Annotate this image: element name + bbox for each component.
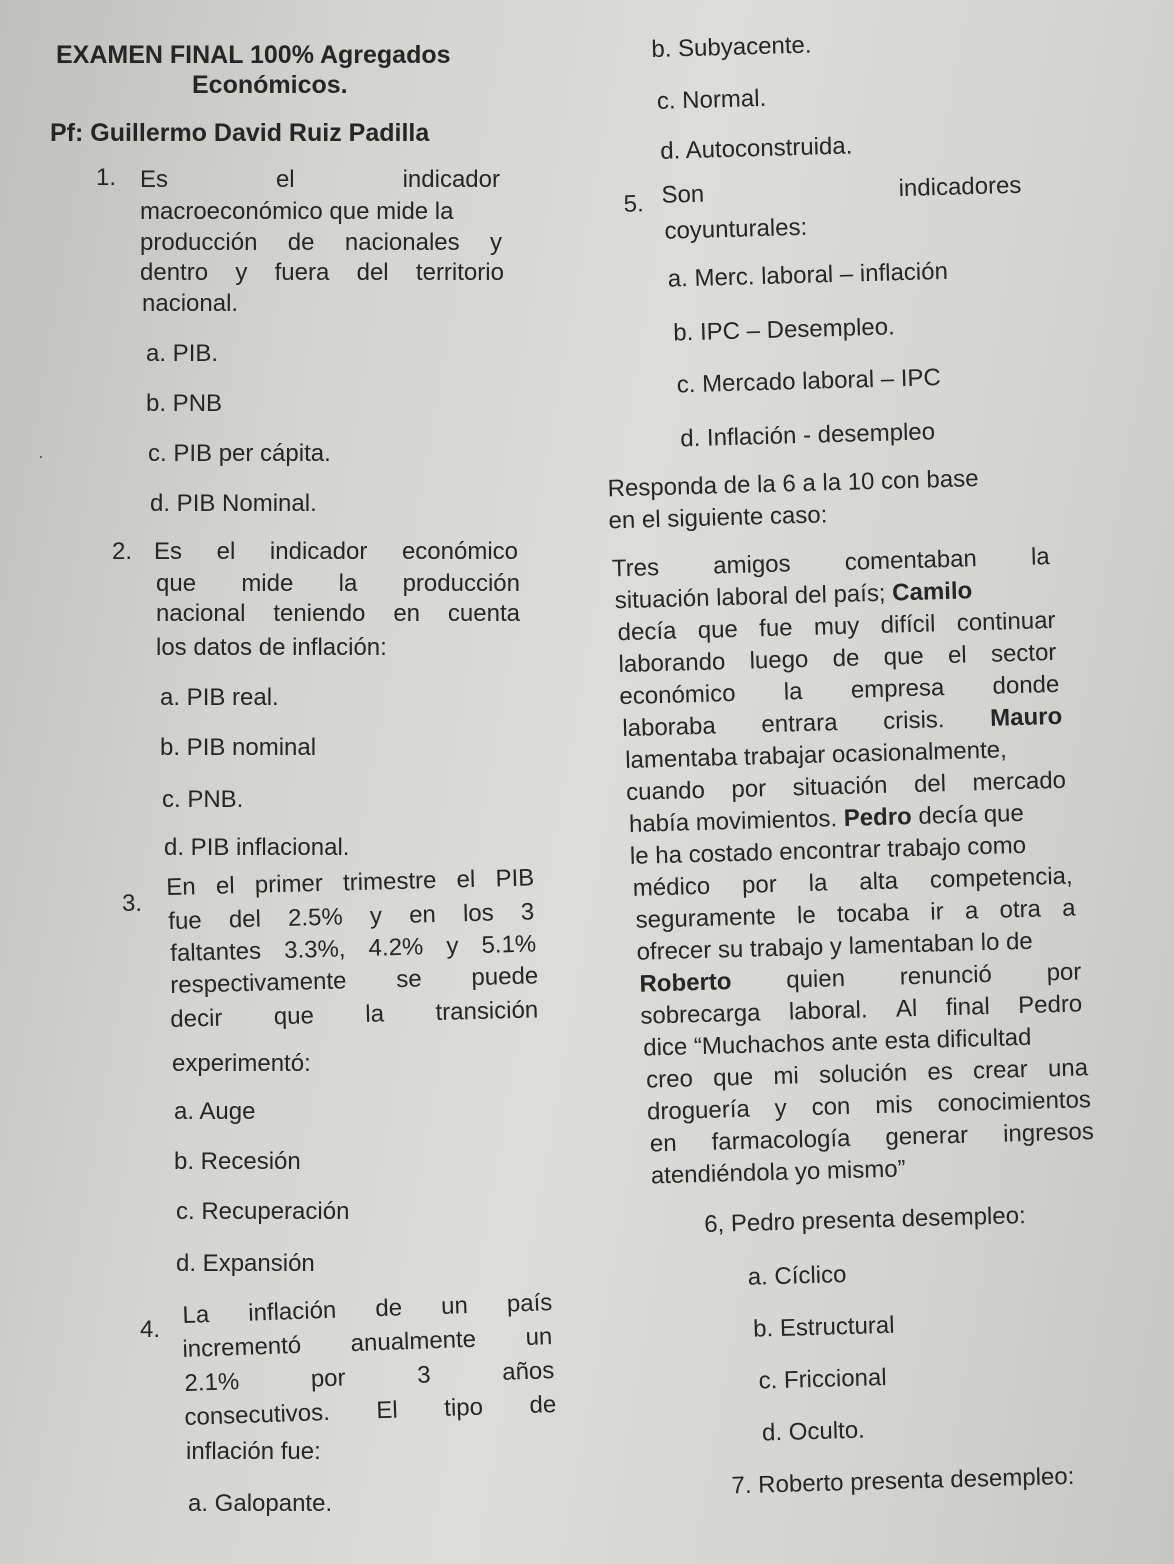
name-roberto: Roberto <box>639 968 732 998</box>
word: mercado <box>972 766 1067 797</box>
word: que <box>156 570 197 597</box>
stray-mark: · <box>38 446 44 466</box>
word: Es <box>154 538 183 565</box>
q1-option-b: b. PNB <box>146 390 223 417</box>
q3-stem-line6: experimentó: <box>172 1050 311 1077</box>
word: mis <box>874 1091 913 1120</box>
q2-option-b: b. PIB nominal <box>160 734 317 761</box>
word: fue <box>168 907 203 935</box>
case-line13: ofrecer su trabajo y lamentaban lo de <box>636 927 1034 966</box>
word: de <box>374 1294 403 1323</box>
word: trimestre <box>342 866 437 897</box>
word: los <box>462 899 495 928</box>
word: por <box>731 775 767 804</box>
word: un <box>525 1323 553 1352</box>
word: inflación <box>247 1296 337 1327</box>
word: en <box>408 900 437 929</box>
case-line10: le ha costado encontrar trabajo como <box>629 831 1027 870</box>
word: y <box>446 932 459 960</box>
word: que <box>712 1063 754 1092</box>
word: la <box>338 570 358 597</box>
word: respectivamente <box>170 967 347 999</box>
word: muy <box>813 612 860 641</box>
word: PIB <box>495 864 535 893</box>
word: transición <box>435 996 539 1027</box>
word: indicadores <box>898 171 1022 203</box>
word: seguramente <box>635 902 777 934</box>
text: situación laboral del país; <box>614 579 886 615</box>
word: 3 <box>416 1361 432 1389</box>
q3-stem-line5 <box>170 996 539 1034</box>
word: laboraba <box>621 712 717 743</box>
word: el <box>275 166 295 193</box>
word: 2.5% <box>287 903 344 932</box>
word: por <box>741 870 778 899</box>
word: el <box>947 641 968 669</box>
q5-option-b: b. IPC – Desempleo. <box>672 313 896 347</box>
word: Pedro <box>1017 990 1083 1020</box>
word: es <box>927 1058 954 1086</box>
word: generar <box>885 1121 969 1151</box>
word: mi <box>773 1062 800 1091</box>
word: Es <box>140 166 169 193</box>
word: que <box>697 615 739 644</box>
q3-option-a: a. Auge <box>174 1098 256 1125</box>
word: de <box>529 1391 557 1419</box>
q1-stem-line5: nacional. <box>142 290 239 317</box>
word: una <box>1047 1054 1089 1083</box>
q3-stem-line4 <box>170 962 539 1000</box>
q1-stem-line4 <box>140 259 504 288</box>
word: decía <box>617 617 677 647</box>
name-camilo: Camilo <box>891 577 973 607</box>
q2-option-d: d. PIB inflacional. <box>164 834 350 861</box>
word: final <box>945 992 991 1022</box>
word: dentro <box>140 259 209 286</box>
name-pedro: Pedro <box>843 803 913 832</box>
word: años <box>501 1357 555 1386</box>
q6-option-d: d. Oculto. <box>761 1416 866 1447</box>
instruction-line1: Responda de la 6 a la 10 con base <box>607 465 979 503</box>
word: renunció <box>899 960 993 991</box>
word: La <box>182 1301 210 1329</box>
word: el <box>215 872 235 900</box>
word: competencia, <box>929 862 1073 894</box>
q5-option-d: d. Inflación - desempleo <box>679 418 936 453</box>
word: laborando <box>618 648 726 679</box>
word: de <box>287 229 315 256</box>
word: fuera <box>274 259 330 286</box>
word: crear <box>972 1055 1029 1085</box>
word: ir <box>929 898 944 926</box>
word: puede <box>471 962 539 992</box>
word: difícil <box>880 610 936 639</box>
case-line7: lamentaba trabajar ocasionalmente, <box>624 736 1008 775</box>
word: En <box>166 873 197 901</box>
q3-stem-line1 <box>166 864 535 902</box>
word: situación <box>792 771 888 802</box>
name-mauro: Mauro <box>989 702 1063 732</box>
word: con <box>811 1092 851 1121</box>
word: otra <box>999 895 1042 924</box>
word: territorio <box>415 259 504 286</box>
word: y <box>369 902 383 930</box>
case-line16: dice “Muchachos ante esta dificultad <box>642 1023 1032 1062</box>
word: y <box>490 229 502 256</box>
word: la <box>808 869 828 897</box>
word: 3 <box>520 898 535 926</box>
word: farmacología <box>711 1124 851 1156</box>
text: había movimientos. <box>628 805 838 838</box>
word: sector <box>990 638 1057 668</box>
word: 2.1% <box>184 1368 240 1397</box>
word: sobrecarga <box>640 999 761 1030</box>
word: del <box>913 770 947 798</box>
word: creo <box>645 1065 694 1094</box>
q5-stem-line1 <box>661 172 1022 211</box>
word: del <box>228 905 262 934</box>
word: fue <box>758 614 793 643</box>
word: que <box>273 1002 315 1031</box>
q3-option-c: c. Recuperación <box>176 1198 350 1225</box>
word: continuar <box>956 606 1056 637</box>
q2-number: 2. <box>112 538 133 565</box>
word: tipo <box>443 1393 484 1422</box>
q1-stem-line2: macroeconómico que mide la <box>140 198 454 225</box>
q1-option-d: d. PIB Nominal. <box>150 490 317 517</box>
word: laboral. <box>788 996 868 1026</box>
word: Al <box>895 994 918 1023</box>
q5-number: 5. <box>623 190 645 218</box>
word: nacional <box>156 600 246 627</box>
word: droguería <box>646 1095 751 1126</box>
word: quien <box>785 964 846 994</box>
word: se <box>395 965 422 994</box>
q4-option-d: d. Autoconstruida. <box>659 132 853 165</box>
q2-stem-line1 <box>154 538 518 567</box>
case-line20: atendiéndola yo mismo” <box>650 1155 906 1190</box>
q1-option-c: c. PIB per cápita. <box>148 440 331 467</box>
word: empresa <box>850 674 945 704</box>
word: la <box>783 678 803 706</box>
q4-stem-line4 <box>184 1391 557 1433</box>
instruction-line2: en el siguiente caso: <box>608 501 828 535</box>
q6-stem: 6, Pedro presenta desempleo: <box>703 1202 1027 1239</box>
word: económico <box>619 679 736 711</box>
word: el <box>456 865 476 894</box>
word: cuenta <box>447 600 520 627</box>
word: producción <box>402 570 520 597</box>
word: a <box>1061 894 1076 922</box>
word: mide <box>241 570 294 597</box>
q1-stem-line3 <box>140 229 502 258</box>
q3-option-d: d. Expansión <box>176 1250 315 1277</box>
word: le <box>796 901 817 930</box>
q6-option-c: c. Friccional <box>758 1363 887 1395</box>
word: 5.1% <box>481 930 537 959</box>
word: Tres <box>611 554 660 583</box>
q2-stem-line2 <box>156 570 520 599</box>
word: teniendo <box>273 600 366 627</box>
q4-stem-line5: inflación fue: <box>186 1438 321 1465</box>
word: conocimientos <box>937 1086 1092 1118</box>
word: la <box>1030 543 1051 571</box>
word: país <box>506 1289 553 1318</box>
q2-stem-line3 <box>156 600 520 629</box>
q5-option-a: a. Merc. laboral – inflación <box>667 257 949 293</box>
word: el <box>216 538 236 565</box>
word: comentaban <box>844 545 978 576</box>
word: amigos <box>712 550 791 580</box>
word: tocaba <box>836 899 910 929</box>
q4-option-b: b. Subyacente. <box>651 31 812 64</box>
q4-number: 4. <box>140 1316 161 1343</box>
word: nacionales <box>344 229 460 256</box>
q5-stem-line2: coyunturales: <box>664 213 808 245</box>
word: económico <box>401 538 518 565</box>
q2-option-a: a. PIB real. <box>160 684 279 711</box>
exam-title-line1: EXAMEN FINAL 100% Agregados <box>56 41 451 69</box>
word: solución <box>818 1059 908 1089</box>
word: indicador <box>402 166 500 193</box>
word: la <box>365 1000 385 1028</box>
professor-name: Pf: Guillermo David Ruiz Padilla <box>50 119 430 147</box>
q2-stem-line4: los datos de inflación: <box>156 634 387 661</box>
word: Son <box>661 180 705 209</box>
q6-option-b: b. Estructural <box>752 1311 895 1343</box>
word: alta <box>858 867 899 896</box>
word: en <box>393 600 421 627</box>
word: 4.2% <box>368 933 424 962</box>
word: faltantes <box>170 937 262 967</box>
word: incrementó <box>182 1331 302 1363</box>
exam-title-line2: Económicos. <box>192 71 348 99</box>
word: consecutivos. <box>184 1398 331 1431</box>
word: en <box>649 1129 678 1158</box>
q1-option-a: a. PIB. <box>146 340 219 367</box>
word: y <box>235 259 248 286</box>
q1-number: 1. <box>96 164 117 191</box>
word: crisis. <box>882 706 945 735</box>
word: decir <box>170 1004 223 1033</box>
q2-option-c: c. PNB. <box>162 786 244 813</box>
word: indicador <box>269 538 368 565</box>
word: donde <box>992 670 1060 700</box>
word: luego <box>749 645 809 675</box>
word: un <box>440 1292 469 1320</box>
q1-stem-line1 <box>140 166 500 195</box>
case-line1 <box>612 543 1051 584</box>
word: de <box>832 644 860 673</box>
q6-option-a: a. Cíclico <box>747 1261 847 1291</box>
word: primer <box>254 869 324 899</box>
word: del <box>356 259 389 286</box>
word: entrara <box>761 709 838 739</box>
q4-option-c: c. Normal. <box>656 84 767 115</box>
q4-option-a: a. Galopante. <box>188 1490 333 1517</box>
word: y <box>774 1094 788 1122</box>
q7-stem: 7. Roberto presenta desempleo: <box>731 1462 1075 1500</box>
word: cuando <box>625 776 706 807</box>
word: anualmente <box>350 1325 477 1358</box>
word: El <box>375 1396 399 1425</box>
word: a <box>964 897 979 925</box>
word: producción <box>140 229 258 256</box>
text: decía que <box>918 799 1025 830</box>
q5-option-c: c. Mercado laboral – IPC <box>676 364 942 399</box>
q3-number: 3. <box>122 890 143 917</box>
word: médico <box>632 872 711 902</box>
word: ingresos <box>1002 1118 1095 1148</box>
q3-option-b: b. Recesión <box>174 1148 301 1175</box>
word: por <box>1046 958 1082 987</box>
word: que <box>883 642 925 671</box>
word: 3.3%, <box>283 935 346 965</box>
word: por <box>310 1364 346 1393</box>
